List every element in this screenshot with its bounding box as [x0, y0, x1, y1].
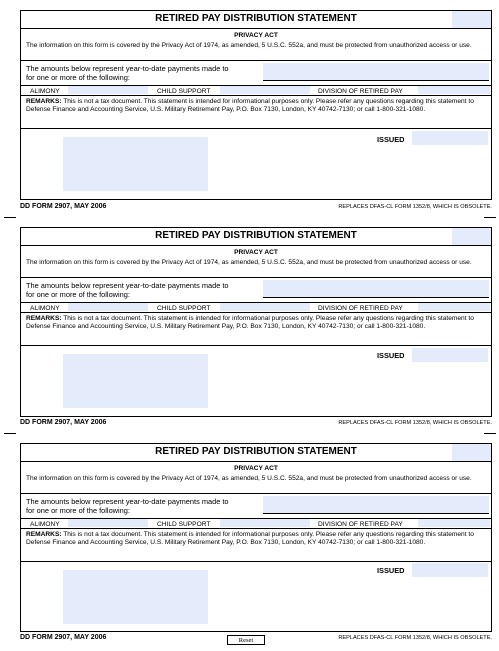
remarks-text [26, 315, 486, 330]
child-support-label: CHILD SUPPORT [157, 521, 211, 528]
amounts-text-line2: for one or more of the following: [26, 506, 130, 515]
reset-button[interactable]: Reset [227, 635, 265, 645]
divider [20, 95, 492, 96]
divider [20, 493, 492, 494]
cut-mark [484, 217, 496, 218]
form-title: RETIRED PAY DISTRIBUTION STATEMENT [155, 230, 357, 241]
issued-date-field[interactable] [412, 131, 488, 145]
child-support-field[interactable] [220, 303, 310, 311]
division-field[interactable] [418, 519, 490, 527]
privacy-act-text: The information on this form is covered by the Privacy Act of 1974, as amended, 5 U.S.C. 552a, and must be protected from unauthorized access or use. [26, 475, 472, 482]
remarks-body: This is not a tax document. This statement is intended for informational purposes only. Please refer any questions regarding this statement to Defense Finance and Accounting Service, U.S. Military Retirement Pay, P.O. Box 7130, London, KY 40742-7130; or call 1-800-321-1080. [26, 531, 474, 546]
remarks-text [26, 531, 486, 546]
issued-label: ISSUED [377, 566, 405, 575]
child-support-label: CHILD SUPPORT [157, 88, 211, 95]
alimony-label: ALIMONY [30, 305, 60, 312]
divider [20, 277, 492, 278]
title-row [20, 10, 492, 29]
issued-date-field[interactable] [412, 563, 488, 577]
form-title: RETIRED PAY DISTRIBUTION STATEMENT [155, 446, 357, 457]
divider [20, 561, 492, 562]
divider [20, 528, 492, 529]
cut-mark [4, 217, 16, 218]
divider [20, 345, 492, 346]
payee-name-underline [263, 297, 489, 298]
amounts-text-line1: The amounts below represent year-to-date payments made to [26, 497, 229, 506]
divider [20, 128, 492, 129]
form-number: DD FORM 2907, MAY 2006 [20, 203, 107, 210]
replaces-note: REPLACES DFAS-CL FORM 1352/8, WHICH IS OBSOLETE. [338, 635, 492, 641]
form-number: DD FORM 2907, MAY 2006 [20, 634, 107, 641]
remarks-label: REMARKS: [26, 315, 62, 322]
privacy-act-heading: PRIVACY ACT [234, 32, 278, 39]
child-support-field[interactable] [220, 519, 310, 527]
cut-mark [4, 433, 16, 434]
remarks-label: REMARKS: [26, 98, 62, 105]
cut-mark [484, 433, 496, 434]
alimony-field[interactable] [68, 303, 148, 311]
issued-date-field[interactable] [412, 348, 488, 362]
amounts-text-line2: for one or more of the following: [26, 290, 130, 299]
division-label: DIVISION OF RETIRED PAY [318, 305, 403, 312]
privacy-act-heading: PRIVACY ACT [234, 465, 278, 472]
divider [20, 60, 492, 61]
replaces-note: REPLACES DFAS-CL FORM 1352/8, WHICH IS OBSOLETE. [338, 204, 492, 210]
amounts-text-line2: for one or more of the following: [26, 73, 130, 82]
issued-label: ISSUED [377, 135, 405, 144]
remarks-body: This is not a tax document. This statement is intended for informational purposes only. Please refer any questions regarding this statement to Defense Finance and Accounting Service, U.S. Military Retirement Pay, P.O. Box 7130, London, KY 40742-7130; or call 1-800-321-1080. [26, 98, 474, 113]
payee-name-underline [263, 80, 489, 81]
payee-name-field[interactable] [263, 63, 489, 81]
form-number: DD FORM 2907, MAY 2006 [20, 419, 107, 426]
privacy-act-text: The information on this form is covered by the Privacy Act of 1974, as amended, 5 U.S.C. 552a, and must be protected from unauthorized access or use. [26, 259, 472, 266]
remarks-body: This is not a tax document. This statement is intended for informational purposes only. Please refer any questions regarding this statement to Defense Finance and Accounting Service, U.S. Military Retirement Pay, P.O. Box 7130, London, KY 40742-7130; or call 1-800-321-1080. [26, 315, 474, 330]
payee-name-underline [263, 513, 489, 514]
payee-name-field[interactable] [263, 496, 489, 514]
title-row [20, 227, 492, 246]
address-block-field[interactable] [63, 137, 208, 191]
remarks-text [26, 98, 486, 113]
privacy-act-text: The information on this form is covered by the Privacy Act of 1974, as amended, 5 U.S.C. 552a, and must be protected from unauthorized access or use. [26, 42, 472, 49]
division-field[interactable] [418, 86, 490, 94]
division-field[interactable] [418, 303, 490, 311]
form-title: RETIRED PAY DISTRIBUTION STATEMENT [155, 13, 357, 24]
alimony-field[interactable] [68, 519, 148, 527]
alimony-label: ALIMONY [30, 88, 60, 95]
address-block-field[interactable] [63, 354, 208, 408]
alimony-field[interactable] [68, 86, 148, 94]
amounts-text-line1: The amounts below represent year-to-date payments made to [26, 64, 229, 73]
payee-name-field[interactable] [263, 280, 489, 298]
division-label: DIVISION OF RETIRED PAY [318, 88, 403, 95]
top-right-field[interactable] [452, 228, 491, 245]
remarks-label: REMARKS: [26, 531, 62, 538]
issued-label: ISSUED [377, 351, 405, 360]
address-block-field[interactable] [63, 570, 208, 624]
division-label: DIVISION OF RETIRED PAY [318, 521, 403, 528]
top-right-field[interactable] [452, 444, 491, 461]
top-right-field[interactable] [452, 11, 491, 28]
child-support-field[interactable] [220, 86, 310, 94]
title-row [20, 443, 492, 462]
privacy-act-heading: PRIVACY ACT [234, 249, 278, 256]
child-support-label: CHILD SUPPORT [157, 305, 211, 312]
amounts-text-line1: The amounts below represent year-to-date payments made to [26, 281, 229, 290]
alimony-label: ALIMONY [30, 521, 60, 528]
divider [20, 312, 492, 313]
replaces-note: REPLACES DFAS-CL FORM 1352/8, WHICH IS OBSOLETE. [338, 420, 492, 426]
